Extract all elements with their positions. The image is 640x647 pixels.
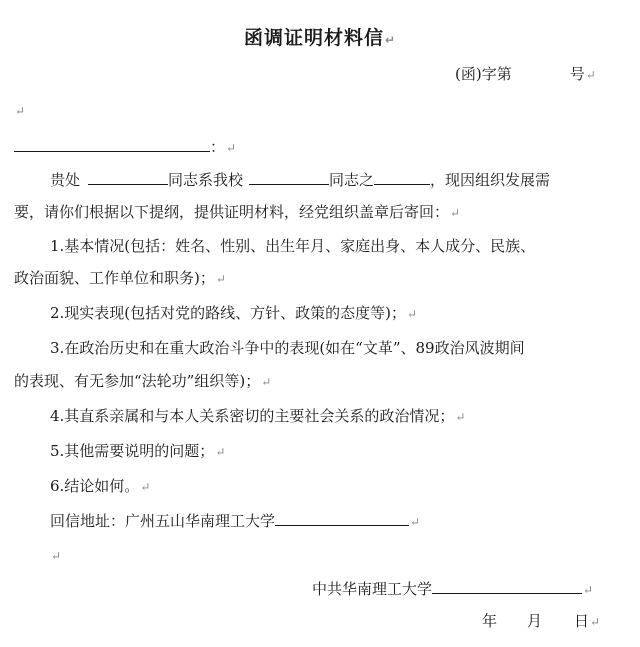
intro-line-1: 贵处 同志系我校 同志之 ，现因组织发展需 [50, 171, 551, 189]
paragraph-mark: ↵ [261, 375, 272, 389]
seal-blank [432, 578, 582, 594]
addressee-blank [14, 136, 210, 152]
item-4: 4.其直系亲属和与本人关系密切的主要社会关系的政治情况；↵ [50, 407, 466, 425]
item-6: 6.结论如何。↵ [50, 477, 151, 495]
relation-blank [374, 169, 430, 185]
paragraph-mark: ↵ [140, 480, 151, 494]
date-line: 年 月 日↵ [482, 612, 601, 630]
unit-blank [88, 169, 168, 185]
document-title: 函调证明材料信↵ [243, 27, 397, 49]
signature-line: 中共华南理工大学 ↵ [312, 580, 594, 598]
reference-number: (函)字第 号↵ [455, 65, 596, 83]
reply-address: 回信地址：广州五山华南理工大学 ↵ [50, 512, 421, 530]
paragraph-mark: ↵ [226, 141, 237, 155]
paragraph-mark: ↵ [583, 583, 594, 597]
paragraph-mark: ↵ [15, 104, 26, 118]
item-3-line-1: 3.在政治历史和在重大政治斗争中的表现(如在“文革”、89政治风波期间 [50, 339, 525, 357]
address-blank [275, 510, 409, 526]
paragraph-mark: ↵ [410, 515, 421, 529]
paragraph-mark: ↵ [450, 206, 461, 220]
item-5: 5.其他需要说明的问题；↵ [50, 442, 226, 460]
item-3-line-2: 的表现、有无参加“法轮功”组织等)；↵ [14, 372, 272, 390]
paragraph-mark: ↵ [51, 549, 62, 563]
addressee-line: ：↵ [14, 136, 236, 158]
name-blank [249, 169, 329, 185]
empty-line [50, 545, 61, 566]
paragraph-mark: ↵ [407, 307, 418, 321]
item-1-line-2: 政治面貌、工作单位和职务)；↵ [14, 269, 226, 287]
paragraph-mark: ↵ [455, 410, 466, 424]
paragraph-mark: ↵ [215, 272, 226, 286]
intro-line-2: 要，请你们根据以下提纲，提供证明材料，经党组织盖章后寄回：↵ [14, 203, 461, 221]
paragraph-mark: ↵ [585, 68, 596, 82]
paragraph-mark: ↵ [384, 33, 397, 47]
item-1-line-1: 1.基本情况(包括：姓名、性别、出生年月、家庭出身、本人成分、民族、 [50, 237, 536, 255]
item-2: 2.现实表现(包括对党的路线、方针、政策的态度等)；↵ [50, 304, 418, 322]
paragraph-mark: ↵ [590, 615, 601, 629]
empty-line [14, 100, 25, 121]
paragraph-mark: ↵ [215, 445, 226, 459]
